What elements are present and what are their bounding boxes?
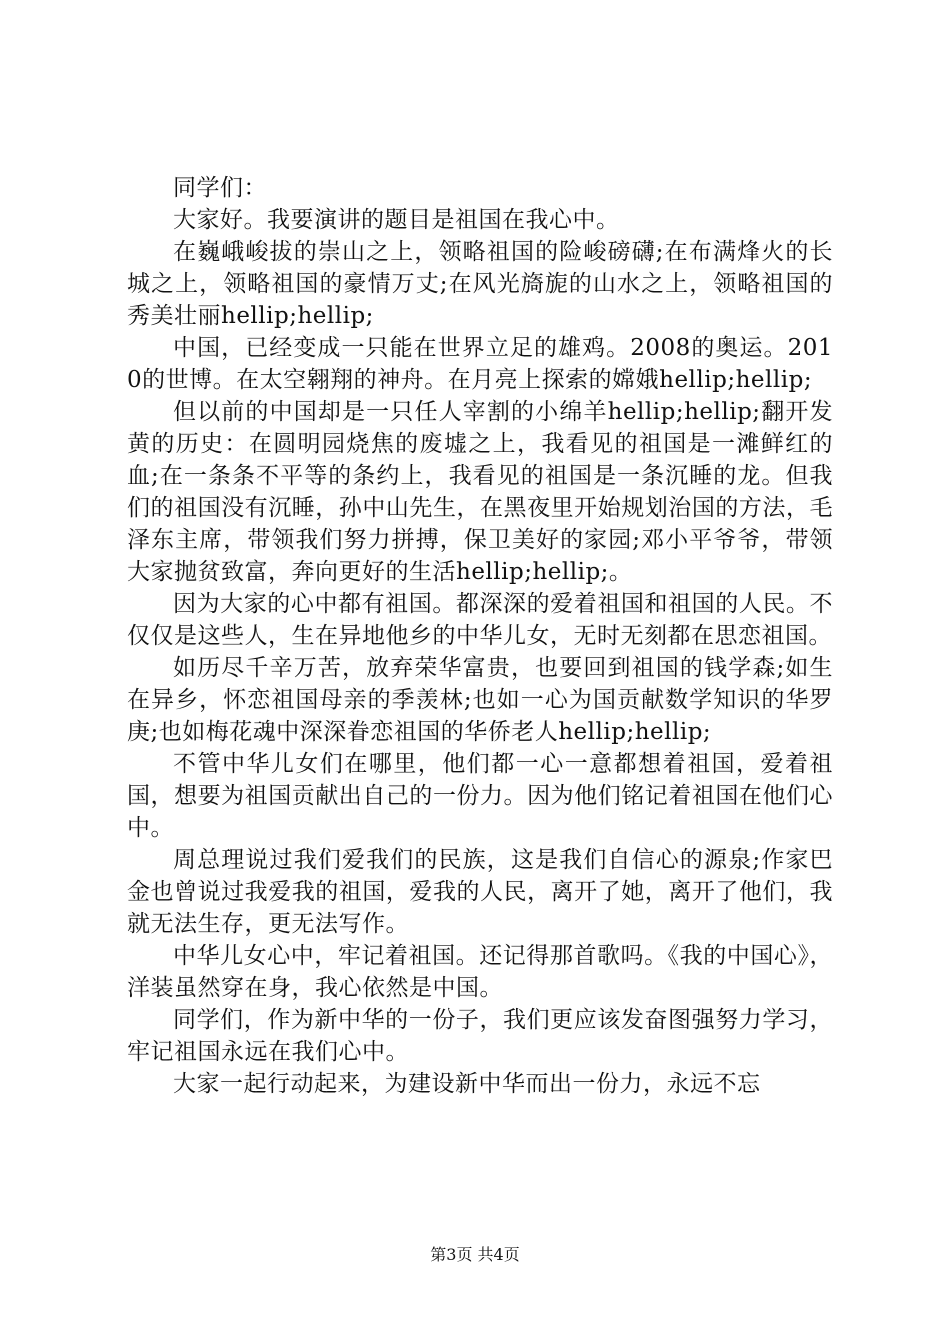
paragraph-song: 中华儿女心中，牢记着祖国。还记得那首歌吗。《我的中国心》，洋装虽然穿在身，我心依然是中国。 [127,943,833,1001]
paragraph-landscape: 在巍峨峻拔的崇山之上，领略祖国的险峻磅礴;在布满烽火的长城之上，领略祖国的豪情万丈;在风光旖旎的山水之上，领略祖国的秀美壮丽hellip;hellip; [127,239,833,329]
paragraph-devotion: 不管中华儿女们在哪里，他们都一心一意都想着祖国，爱着祖国，想要为祖国贡献出自己的一份力。因为他们铭记着祖国在他们心中。 [127,751,833,841]
paragraph-history: 但以前的中国却是一只任人宰割的小绵羊hellip;hellip;翻开发黄的历史：在圆明园烧焦的废墟之上，我看见的祖国是一滩鲜红的血;在一条条不平等的条约上，我看见的祖国是一条沉睡的龙。但我们的祖国没有沉睡，孙中山先生，在黑夜里开始规划治国的方法，毛泽东主席，带领我们努力拼搏，保卫美好的家园;邓小平爷爷，带领大家抛贫致富，奔向更好的生活hellip;hellip;。 [127,399,833,585]
speech-body [127,172,833,1100]
paragraph-examples: 如历尽千辛万苦，放弃荣华富贵，也要回到祖国的钱学森;如生在异乡，怀恋祖国母亲的季羡林;也如一心为国贡献数学知识的华罗庚;也如梅花魂中深深眷恋祖国的华侨老人hellip;hellip; [127,655,833,745]
paragraph-call-to-action: 大家一起行动起来，为建设新中华而出一份力，永远不忘 [173,1071,761,1097]
paragraph-topic: 大家好。我要演讲的题目是祖国在我心中。 [173,207,620,233]
paragraph-salutation: 同学们： [173,175,267,201]
paragraph-love-of-country: 因为大家的心中都有祖国。都深深的爱着祖国和祖国的人民。不仅仅是这些人，生在异地他乡的中华儿女，无时无刻都在思恋祖国。 [127,591,833,649]
page-number-footer: 第3页 共4页 [430,1245,520,1264]
paragraph-quotes: 周总理说过我们爱我们的民族，这是我们自信心的源泉;作家巴金也曾说过我爱我的祖国，爱我的人民，离开了她，离开了他们，我就无法生存，更无法写作。 [127,847,833,937]
paragraph-modern-china: 中国，已经变成一只能在世界立足的雄鸡。2008的奥运。2010的世博。在太空翱翔的神舟。在月亮上探索的嫦娥hellip;hellip; [127,335,833,393]
paragraph-call-to-study: 同学们，作为新中华的一份子，我们更应该发奋图强努力学习，牢记祖国永远在我们心中。 [127,1007,833,1065]
